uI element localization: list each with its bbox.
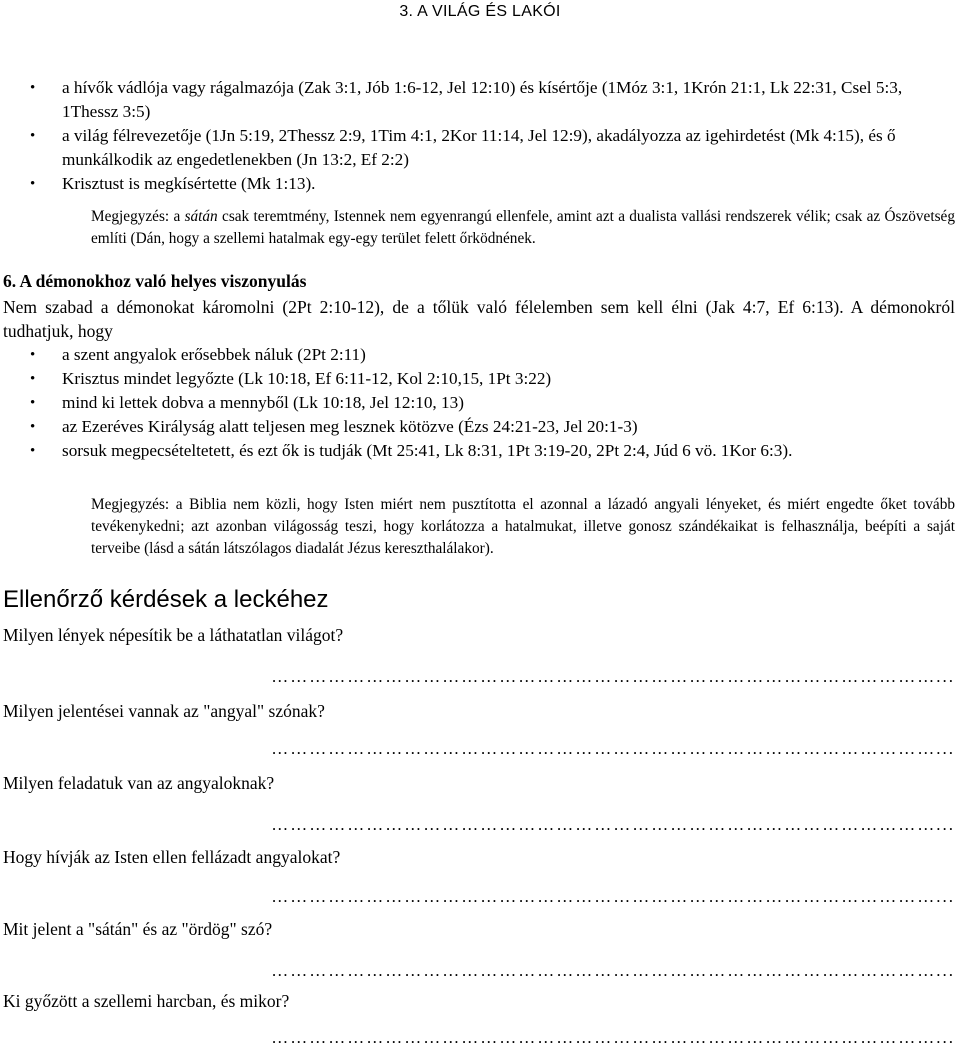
bullet-icon: • xyxy=(30,347,36,363)
list-item-text: sorsuk megpecsételtetett, és ezt ők is tudják (Mt 25:41, Lk 8:31, 1Pt 3:19-20, 2Pt 2:4, Júd 6 vö. 1Kor 6:3). xyxy=(62,441,793,460)
answer-line-6[interactable]: ……………………………………………………………………………………………... xyxy=(271,1028,955,1047)
running-header: 3. A VILÁG ÉS LAKÓI xyxy=(399,3,561,20)
questions-title: Ellenőrző kérdések a leckéhez xyxy=(3,586,329,613)
list-item xyxy=(0,391,955,415)
question-4: Hogy hívják az Isten ellen fellázadt angyalokat? xyxy=(3,847,341,867)
question-2: Milyen jelentései vannak az "angyal" szónak? xyxy=(3,701,325,721)
answer-line-2[interactable]: ……………………………………………………………………………………………... xyxy=(271,739,955,758)
note-suffix: csak teremtmény, Istennek nem egyenrangú ellenfele, amint azt a dualista vallási rendszerek vélik; csak az Ószövetség említi (Dán, hogy a szellemi hatalmak egy-egy terület felett őrködnének. xyxy=(91,208,955,247)
list-item xyxy=(0,415,955,439)
list-item xyxy=(0,124,960,172)
question-3: Milyen feladatuk van az angyaloknak? xyxy=(3,773,275,793)
list-item xyxy=(0,172,960,196)
answer-line-5[interactable]: ……………………………………………………………………………………………... xyxy=(271,961,955,980)
list-item-text: Krisztus mindet legyőzte (Lk 10:18, Ef 6:11-12, Kol 2:10,15, 1Pt 3:22) xyxy=(62,369,552,388)
list-item xyxy=(0,76,960,124)
list-item-text: a szent angyalok erősebbek náluk (2Pt 2:11) xyxy=(62,345,366,364)
list-item-text: mind ki lettek dobva a mennyből (Lk 10:18, Jel 12:10, 13) xyxy=(62,393,464,412)
list-item xyxy=(0,439,955,463)
question-6: Ki győzött a szellemi harcban, és mikor? xyxy=(3,991,290,1011)
bullet-icon: • xyxy=(30,395,36,411)
list-item-text: az Ezeréves Királyság alatt teljesen meg lesznek kötözve (Ézs 24:21-23, Jel 20:1-3) xyxy=(62,417,638,436)
bullet-icon: • xyxy=(30,128,36,144)
bullet-icon: • xyxy=(30,176,36,192)
question-1: Milyen lények népesítik be a láthatatlan világot? xyxy=(3,625,344,645)
question-5: Mit jelent a "sátán" és az "ördög" szó? xyxy=(3,919,273,939)
bullet-icon: • xyxy=(30,371,36,387)
bullet-icon: • xyxy=(30,419,36,435)
note-italic-word: sátán xyxy=(184,208,218,225)
list-item xyxy=(0,367,955,391)
section-intro: Nem szabad a démonokat káromolni (2Pt 2:10-12), de a tőlük való félelemben sem kell élni (Jak 4:7, Ef 6:13). A démonokról tudhatjuk, hogy xyxy=(3,297,955,341)
answer-line-1[interactable]: ……………………………………………………………………………………………... xyxy=(271,667,955,686)
list-item-text: a hívők vádlója vagy rágalmazója (Zak 3:1, Jób 1:6-12, Jel 12:10) és kísértője (1Móz 3:1, 1Krón 21:1, Lk 22:31, Csel 5:3, 1Thessz 3:5) xyxy=(62,78,903,121)
list-item-text: a világ félrevezetője (1Jn 5:19, 2Thessz 2:9, 1Tim 4:1, 2Kor 11:14, Jel 12:9), akadályozza az igehirdetést (Mk 4:15), és ő munkálkodik az engedetlenekben (Jn 13:2, Ef 2:2) xyxy=(62,126,896,169)
satan-roles-list xyxy=(0,76,960,196)
bullet-icon: • xyxy=(30,80,36,96)
answer-line-3[interactable]: ……………………………………………………………………………………………... xyxy=(271,815,955,834)
list-item-text: Krisztust is megkísértette (Mk 1:13). xyxy=(62,174,316,193)
demons-facts-list xyxy=(0,343,955,463)
list-item xyxy=(0,343,955,367)
note-prefix: Megjegyzés: a xyxy=(91,208,185,225)
section-heading: 6. A démonokhoz való helyes viszonyulás xyxy=(3,271,307,291)
bullet-icon: • xyxy=(30,443,36,459)
note-satan-creature xyxy=(91,206,955,250)
answer-line-4[interactable]: ……………………………………………………………………………………………... xyxy=(271,887,955,906)
note-bible-silence: Megjegyzés: a Biblia nem közli, hogy Isten miért nem pusztította el azonnal a lázadó angyali lényeket, és miért engedte őket tovább tevékenykedni; azt azonban világosság teszi, hogy korlátozza a hatalmukat, illetve gonosz szándékaikat is felhasználja, beépíti a saját terveibe (lásd a sátán látszólagos diadalát Jézus kereszthalálakor). xyxy=(91,496,955,557)
